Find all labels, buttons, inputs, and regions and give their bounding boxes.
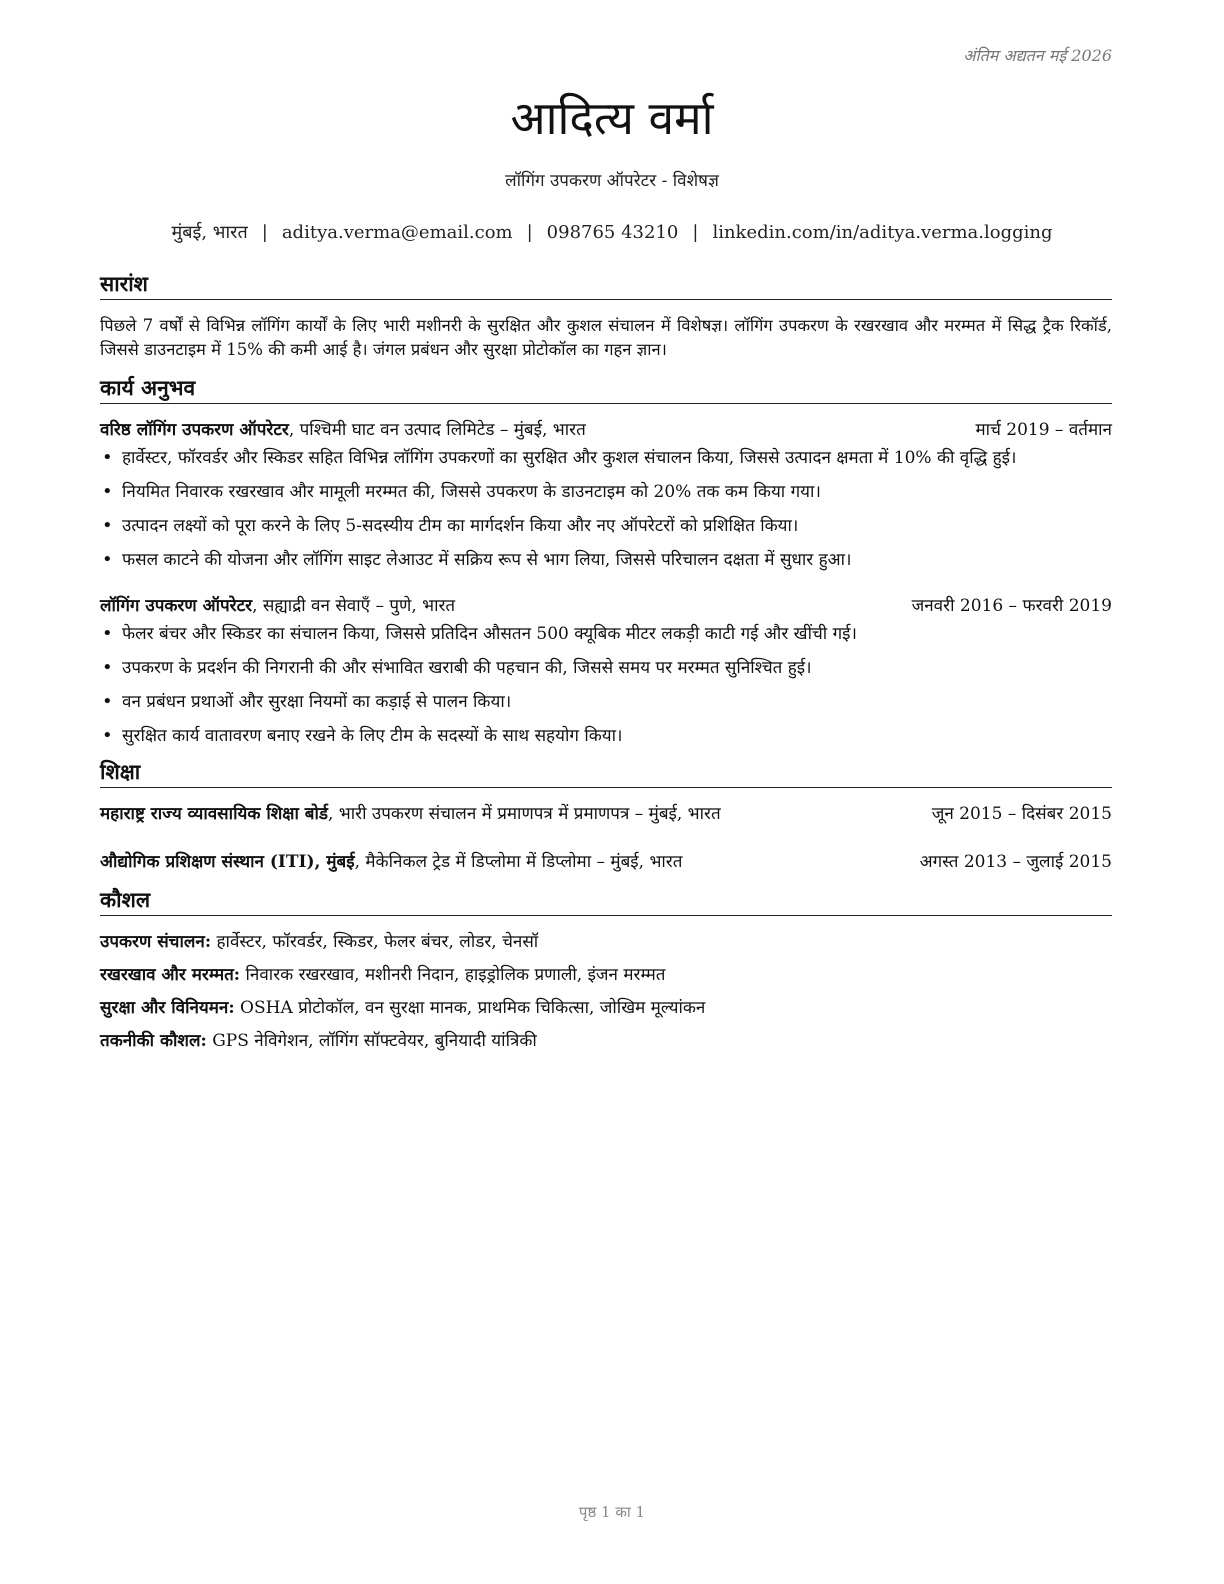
summary-heading: सारांश: [100, 270, 1112, 300]
job-role: लॉगिंग उपकरण ऑपरेटर: [100, 596, 253, 616]
skill-row: [100, 996, 1112, 1020]
education-institution: औद्योगिक प्रशिक्षण संस्थान (ITI), मुंबई: [100, 852, 355, 872]
education-detail: , मैकेनिकल ट्रेड में डिप्लोमा में डिप्लोमा – मुंबई, भारत: [354, 852, 683, 872]
skill-value: निवारक रखरखाव, मशीनरी निदान, हाइड्रोलिक प्रणाली, इंजन मरम्मत: [240, 965, 666, 985]
job-header: [100, 594, 1112, 618]
resume-content: [100, 270, 1112, 1053]
experience-section: [100, 374, 1112, 748]
job-org: , पश्चिमी घाट वन उत्पाद लिमिटेड – मुंबई, भारत: [288, 420, 586, 440]
skill-label: उपकरण संचालन:: [100, 932, 212, 952]
skill-label: तकनीकी कौशल:: [100, 1031, 207, 1051]
education-institution: महाराष्ट्र राज्य व्यावसायिक शिक्षा बोर्ड: [100, 804, 328, 824]
contact-separator: |: [261, 222, 268, 243]
last-updated: अंतिम अद्यतन मई 2026: [963, 46, 1112, 65]
job-dates: जनवरी 2016 – फरवरी 2019: [911, 596, 1112, 616]
skill-value: हार्वेस्टर, फॉरवर्डर, स्किडर, फेलर बंचर, लोडर, चेनसॉ: [211, 932, 539, 952]
contact-separator: |: [692, 222, 699, 243]
education-dates: जून 2015 – दिसंबर 2015: [931, 804, 1112, 824]
skill-row: [100, 963, 1112, 987]
job-bullet: • सुरक्षित कार्य वातावरण बनाए रखने के लिए टीम के सदस्यों के साथ सहयोग किया।: [100, 724, 1112, 748]
candidate-name: आदित्य वर्मा: [510, 91, 714, 145]
skill-label: रखरखाव और मरम्मत:: [100, 965, 241, 985]
candidate-title: लॉगिंग उपकरण ऑपरेटर - विशेषज्ञ: [505, 171, 719, 191]
job-bullet: • हार्वेस्टर, फॉरवर्डर और स्किडर सहित विभिन्न लॉगिंग उपकरणों का सुरक्षित और कुशल संचालन किया, जिससे उत्पादन क्षमता में 10% की वृद्धि हुई।: [100, 446, 1112, 470]
contact-location: मुंबई, भारत: [171, 222, 248, 243]
education-dates: अगस्त 2013 – जुलाई 2015: [919, 852, 1112, 872]
job-role-org: [100, 418, 586, 442]
education-heading: शिक्षा: [100, 758, 1112, 788]
job-bullet: • फेलर बंचर और स्किडर का संचालन किया, जिससे प्रतिदिन औसतन 500 क्यूबिक मीटर लकड़ी काटी गई और खींची गई।: [100, 622, 1112, 646]
job-bullet: • वन प्रबंधन प्रथाओं और सुरक्षा नियमों का कड़ाई से पालन किया।: [100, 690, 1112, 714]
job-header: [100, 418, 1112, 442]
job-bullet: • नियमित निवारक रखरखाव और मामूली मरम्मत की, जिससे उपकरण के डाउनटाइम को 20% तक कम किया गया।: [100, 480, 1112, 504]
job-bullets: [100, 622, 1112, 748]
skill-row: [100, 930, 1112, 954]
summary-section: [100, 270, 1112, 362]
contact-line: [0, 220, 1224, 244]
contact-linkedin: linkedin.com/in/aditya.verma.logging: [712, 222, 1053, 243]
skills-heading: कौशल: [100, 886, 1112, 916]
education-entry: [100, 850, 1112, 874]
skill-value: OSHA प्रोटोकॉल, वन सुरक्षा मानक, प्राथमिक चिकित्सा, जोखिम मूल्यांकन: [234, 998, 706, 1018]
contact-separator: |: [526, 222, 533, 243]
skills-section: [100, 886, 1112, 1053]
job-bullet: • उत्पादन लक्ष्यों को पूरा करने के लिए 5-सदस्यीय टीम का मार्गदर्शन किया और नए ऑपरेटरों को प्रशिक्षित किया।: [100, 514, 1112, 538]
skill-value: GPS नेविगेशन, लॉगिंग सॉफ्टवेयर, बुनियादी यांत्रिकी: [206, 1031, 537, 1051]
education-detail: , भारी उपकरण संचालन में प्रमाणपत्र में प्रमाणपत्र – मुंबई, भारत: [328, 804, 721, 824]
job-role-org: [100, 594, 455, 618]
job-bullet: • फसल काटने की योजना और लॉगिंग साइट लेआउट में सक्रिय रूप से भाग लिया, जिससे परिचालन दक्षता में सुधार हुआ।: [100, 548, 1112, 572]
summary-text: पिछले 7 वर्षों से विभिन्न लॉगिंग कार्यों के लिए भारी मशीनरी के सुरक्षित और कुशल संचालन में विशेषज्ञ। लॉगिंग उपकरण के रखरखाव और मरम्मत में सिद्ध ट्रैक रिकॉर्ड, जिससे डाउनटाइम में 15% की कमी आई है। जंगल प्रबंधन और सुरक्षा प्रोटोकॉल का गहन ज्ञान।: [100, 316, 1112, 359]
skill-row: [100, 1029, 1112, 1053]
education-entry: [100, 802, 1112, 826]
page-number: पृष्ठ 1 का 1: [578, 1503, 646, 1521]
education-section: [100, 758, 1112, 874]
skill-label: सुरक्षा और विनियमन:: [100, 998, 235, 1018]
job-bullet: • उपकरण के प्रदर्शन की निगरानी की और संभावित खराबी की पहचान की, जिससे समय पर मरम्मत सुनिश्चित हुई।: [100, 656, 1112, 680]
contact-phone: 098765 43210: [546, 222, 679, 243]
experience-heading: कार्य अनुभव: [100, 374, 1112, 404]
contact-email: aditya.verma@email.com: [281, 222, 513, 243]
job-entry: [100, 594, 1112, 748]
job-dates: मार्च 2019 – वर्तमान: [975, 420, 1112, 440]
education-institution-detail: [100, 802, 721, 826]
education-institution-detail: [100, 850, 682, 874]
job-role: वरिष्ठ लॉगिंग उपकरण ऑपरेटर: [100, 420, 289, 440]
job-org: , सह्याद्री वन सेवाएँ – पुणे, भारत: [252, 596, 456, 616]
job-bullets: [100, 446, 1112, 572]
job-entry: [100, 418, 1112, 572]
